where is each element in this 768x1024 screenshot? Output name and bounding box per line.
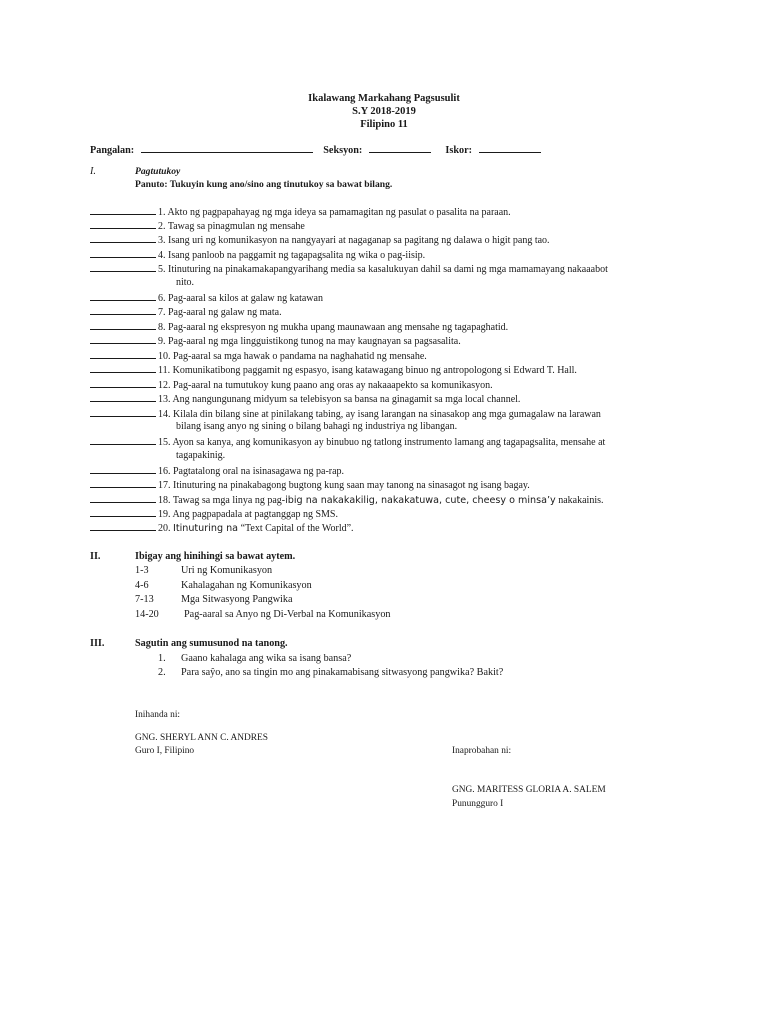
score-blank — [479, 143, 541, 153]
answer-blank[interactable] — [90, 507, 156, 517]
question-item — [90, 349, 427, 362]
question-continuation: tagapakinig. — [176, 450, 226, 461]
essay-question: Para saŷo, ano sa tingin mo ang pinakamabisang sitwasyong pangwika? Bakit? — [181, 667, 504, 678]
section-blank — [369, 143, 431, 153]
preparer-title: Guro I, Filipino — [135, 746, 195, 756]
name-blank — [141, 143, 313, 153]
answer-blank[interactable] — [90, 392, 156, 402]
subject-title: Filipino 11 — [360, 119, 408, 130]
answer-blank[interactable] — [90, 521, 156, 531]
question-text-end: nakakainis. — [555, 495, 604, 506]
question-item — [90, 320, 508, 333]
question-text: 8. Pag-aaral ng ekspresyon ng mukha upang maunawaan ang mensahe ng tagapaghatid. — [158, 322, 509, 333]
question-item — [90, 233, 550, 246]
exam-title: Ikalawang Markahang Pagsusulit — [308, 93, 460, 104]
question-item — [90, 363, 577, 376]
question-text-end: “Text Capital of the World”. — [238, 523, 354, 534]
question-text: 18. Tawag sa mga linya ng pag- — [158, 495, 286, 506]
part1-instruction: Panuto: Tukuyin kung ano/sino ang tinutukoy sa bawat bilang. — [135, 179, 393, 190]
part1-numeral: I. — [90, 166, 96, 177]
answer-blank[interactable] — [90, 262, 156, 272]
item-topic: Mga Sitwasyong Pangwika — [181, 594, 293, 605]
question-text: 20. — [158, 523, 173, 534]
question-item — [90, 262, 608, 275]
section-label: Seksyon: — [323, 145, 363, 156]
question-text: 10. Pag-aaral sa mga hawak o pandama na naghahatid ng mensahe. — [158, 351, 427, 362]
question-item — [90, 205, 511, 218]
part1-title: Pagtutukoy — [135, 166, 181, 177]
answer-blank[interactable] — [90, 248, 156, 258]
question-text-alt-font: ibig na nakakakilig, nakakatuwa, cute, cheesy o minsa’y — [285, 495, 556, 506]
answer-blank[interactable] — [90, 464, 156, 474]
question-text: 13. Ang nangungunang midyum sa telebisyon sa bansa na ginagamit sa mga local channel. — [158, 394, 521, 405]
prepared-label: Inihanda ni: — [135, 710, 181, 720]
question-text: 6. Pag-aaral sa kilos at galaw ng katawan — [158, 293, 323, 304]
part2-title: Ibigay ang hinihingi sa bawat aytem. — [135, 551, 296, 562]
item-range: 4-6 — [135, 580, 149, 591]
item-topic: Pag-aaral sa Anyo ng Di-Verbal na Komunikasyon — [184, 609, 391, 620]
part3-numeral: III. — [90, 638, 105, 649]
item-range: 7-13 — [135, 594, 154, 605]
question-text: 1. Akto ng pagpapahayag ng mga ideya sa pamamagitan ng pasulat o pasalita na paraan. — [158, 207, 511, 218]
answer-blank[interactable] — [90, 349, 156, 359]
question-item — [90, 407, 601, 420]
question-text: 12. Pag-aaral na tumutukoy kung paano ang oras ay nakaaapekto sa komunikasyon. — [158, 380, 493, 391]
question-item — [90, 334, 461, 347]
question-item — [90, 507, 338, 520]
answer-blank[interactable] — [90, 363, 156, 373]
item-topic: Uri ng Komunikasyon — [181, 565, 273, 576]
approver-title: Punungguro I — [452, 799, 504, 809]
question-item — [90, 248, 425, 261]
question-item — [90, 435, 605, 448]
question-text: 2. Tawag sa pinagmulan ng mensahe — [158, 221, 305, 232]
answer-blank[interactable] — [90, 305, 156, 315]
answer-blank[interactable] — [90, 378, 156, 388]
name-label: Pangalan: — [90, 145, 135, 156]
essay-question: Gaano kahalaga ang wika sa isang bansa? — [181, 653, 352, 664]
question-number: 2. — [158, 667, 166, 678]
question-item — [90, 521, 354, 534]
question-item — [90, 392, 520, 405]
question-text: 5. Itinuturing na pinakamakapangyarihang media sa kasalukuyan dahil sa dami ng mga mamamayang nakaaabot — [158, 264, 608, 275]
question-continuation: bilang isang anyo ng sining o bilang bahagi ng industriya ng libangan. — [176, 421, 458, 432]
question-item — [90, 493, 603, 506]
answer-blank[interactable] — [90, 205, 156, 215]
question-text: 14. Kilala din bilang sine at pinilakang tabing, ay isang larangan na sinasakop ang mga gumagalaw na larawan — [158, 409, 601, 420]
item-range: 1-3 — [135, 565, 149, 576]
question-item — [90, 378, 493, 391]
question-text: 16. Pagtatalong oral na isinasagawa ng pa-rap. — [158, 466, 345, 477]
question-item — [90, 291, 323, 304]
question-continuation: nito. — [176, 277, 195, 288]
question-text: 3. Isang uri ng komunikasyon na nangyayari at nagaganap sa pagitang ng dalawa o higit pang tao. — [158, 235, 550, 246]
answer-blank[interactable] — [90, 407, 156, 417]
preparer-name: GNG. SHERYL ANN C. ANDRES — [135, 733, 269, 743]
approver-name: GNG. MARITESS GLORIA A. SALEM — [452, 785, 606, 795]
question-text: 4. Isang panloob na paggamit ng tagapagsalita ng wika o pag-iisip. — [158, 250, 426, 261]
question-text: 7. Pag-aaral ng galaw ng mata. — [158, 307, 282, 318]
answer-blank[interactable] — [90, 493, 156, 503]
answer-blank[interactable] — [90, 291, 156, 301]
answer-blank[interactable] — [90, 320, 156, 330]
answer-blank[interactable] — [90, 334, 156, 344]
question-text: 19. Ang pagpapadala at pagtanggap ng SMS. — [158, 509, 338, 520]
answer-blank[interactable] — [90, 435, 156, 445]
school-year: S.Y 2018-2019 — [352, 106, 416, 117]
question-item — [90, 464, 344, 477]
question-text: 15. Ayon sa kanya, ang komunikasyon ay binubuo ng tatlong instrumento lamang ang tagapagsalita, mensahe at — [158, 437, 606, 448]
student-info-row — [90, 143, 541, 156]
item-topic: Kahalagahan ng Komunikasyon — [181, 580, 312, 591]
part2-numeral: II. — [90, 551, 101, 562]
answer-blank[interactable] — [90, 478, 156, 488]
answer-blank[interactable] — [90, 219, 156, 229]
approved-label: Inaprobahan ni: — [452, 746, 512, 756]
question-item — [90, 305, 282, 318]
question-text-alt-font: Itinuturing na — [173, 523, 239, 534]
question-text: 9. Pag-aaral ng mga lingguistikong tunog na may kaugnayan sa pagsasalita. — [158, 336, 461, 347]
question-item — [90, 478, 530, 491]
question-number: 1. — [158, 653, 166, 664]
answer-blank[interactable] — [90, 233, 156, 243]
question-text: 17. Itinuturing na pinakabagong bugtong kung saan may tanong na sinasagot ng isang bagay. — [158, 480, 530, 491]
item-range: 14-20 — [135, 609, 159, 620]
score-label: Iskor: — [445, 145, 473, 156]
part3-title: Sagutin ang sumusunod na tanong. — [135, 638, 288, 649]
question-item — [90, 219, 305, 232]
question-text: 11. Komunikatibong paggamit ng espasyo, isang katawagang binuo ng antropologong si Edward T. Hall. — [158, 365, 577, 376]
